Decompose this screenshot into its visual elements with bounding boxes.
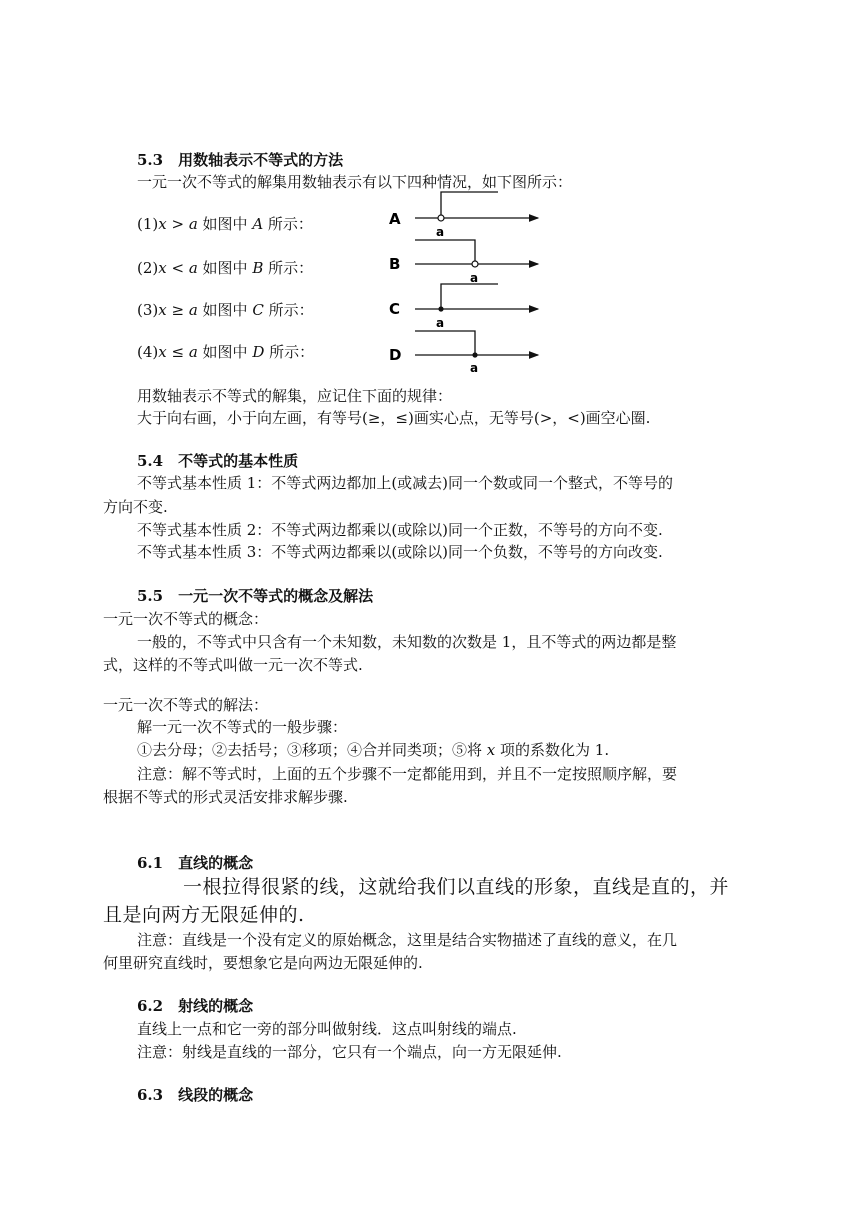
figure-c-range [441, 284, 498, 309]
case-4 [137, 342, 314, 362]
figure-d-range [415, 331, 475, 355]
case-2 [137, 258, 313, 278]
method-heading: 一元一次不等式的解法： [103, 696, 269, 714]
case-3 [137, 300, 314, 320]
ray-note: 注意：射线是直线的一部分，它只有一个端点，向一方无限延伸. [137, 1043, 562, 1061]
figure-b [389, 240, 538, 285]
section-title-5-5: 5.5 一元一次不等式的概念及解法 [137, 587, 374, 605]
concept-line-2: 式，这样的不等式叫做一元一次不等式. [103, 656, 363, 674]
case-1-mid: 如图中 [197, 215, 253, 233]
case-1-num: (1) [137, 215, 159, 233]
steps-heading: 解一元一次不等式的一般步骤： [137, 718, 348, 736]
figure-a-point-label: a [436, 225, 445, 239]
line-definition-1: 一根拉得很紧的线，这就给我们以直线的形象，直线是直的，并 [183, 876, 730, 898]
rule-lead: 用数轴表示不等式的解集，应记住下面的规律： [137, 387, 453, 405]
figure-c-label: C [389, 300, 401, 318]
property-2: 不等式基本性质 2：不等式两边都乘以(或除以)同一个正数，不等号的方向不变. [137, 521, 663, 539]
section-title-5-4: 5.4 不等式的基本性质 [137, 452, 299, 470]
steps-list [137, 740, 609, 760]
number-line-figure [385, 188, 545, 374]
figure-d-point-label: a [470, 361, 479, 374]
line-note-2: 何里研究直线时，要想象它是向两边无限延伸的. [103, 954, 423, 972]
line-definition-2: 且是向两方无限延伸的. [103, 904, 305, 926]
line-note-1: 注意：直线是一个没有定义的原始概念，这里是结合实物描述了直线的意义，在几 [137, 931, 678, 949]
ray-definition: 直线上一点和它一旁的部分叫做射线．这点叫射线的端点. [137, 1020, 517, 1038]
section-title-6-3: 6.3 线段的概念 [137, 1086, 254, 1104]
case-4-expr: x ≤ a [158, 343, 198, 361]
case-1-post: 所示： [263, 215, 313, 233]
case-2-fig: B [252, 259, 264, 277]
section-title-5-3: 5.3 用数轴表示不等式的方法 [137, 151, 344, 169]
case-4-post: 所示： [264, 343, 315, 361]
case-4-mid: 如图中 [197, 343, 253, 361]
figure-a-open-point [438, 215, 444, 221]
case-4-num: (4) [137, 343, 159, 361]
case-1-fig: A [252, 215, 264, 233]
rule-text: 大于向右画，小于向左画，有等号(≥，≤)画实心点，无等号(>，<)画空心圈. [137, 409, 651, 427]
steps-list-var: x [486, 741, 496, 759]
figure-a-range [441, 192, 498, 218]
case-2-mid: 如图中 [197, 259, 253, 277]
case-2-expr: x < a [158, 259, 198, 277]
case-3-num: (3) [137, 301, 159, 319]
note-line-1: 注意：解不等式时，上面的五个步骤不一定都能用到，并且不一定按照顺序解，要 [137, 765, 678, 783]
concept-line-1: 一般的，不等式中只含有一个未知数，未知数的次数是 1，且不等式的两边都是整 [137, 633, 677, 651]
property-1-line-2: 方向不变. [103, 498, 168, 516]
concept-heading: 一元一次不等式的概念： [103, 610, 269, 628]
figure-b-point-label: a [470, 271, 479, 285]
steps-list-post: 项的系数化为 1. [495, 741, 610, 759]
figure-d-solid-point [472, 352, 477, 357]
case-3-post: 所示： [263, 301, 314, 319]
paragraph-intro: 一元一次不等式的解集用数轴表示有以下四种情况，如下图所示： [137, 173, 573, 191]
figure-c [389, 284, 538, 330]
figure-a [389, 192, 538, 239]
steps-list-pre: ①去分母；②去括号；③移项；④合并同类项；⑤将 [137, 741, 487, 759]
property-3: 不等式基本性质 3：不等式两边都乘以(或除以)同一个负数，不等号的方向改变. [137, 543, 663, 561]
figure-c-point-label: a [436, 316, 445, 330]
case-3-expr: x ≥ a [158, 301, 198, 319]
section-title-6-2: 6.2 射线的概念 [137, 997, 254, 1015]
figure-b-open-point [472, 261, 478, 267]
case-2-num: (2) [137, 259, 159, 277]
figure-d-label: D [389, 346, 402, 364]
figure-b-label: B [389, 255, 401, 273]
case-2-post: 所示： [263, 259, 314, 277]
figure-a-label: A [389, 210, 401, 228]
case-3-mid: 如图中 [197, 301, 253, 319]
case-3-fig: C [252, 301, 264, 319]
case-1-expr: x > a [158, 215, 198, 233]
case-1 [137, 214, 313, 234]
note-line-2: 根据不等式的形式灵活安排求解步骤. [103, 788, 348, 806]
property-1-line-1: 不等式基本性质 1：不等式两边都加上(或减去)同一个数或同一个整式，不等号的 [137, 474, 674, 492]
section-title-6-1: 6.1 直线的概念 [137, 854, 254, 872]
case-4-fig: D [252, 343, 265, 361]
figure-d [389, 331, 538, 374]
figure-c-solid-point [438, 306, 443, 311]
figure-b-range [415, 240, 475, 264]
